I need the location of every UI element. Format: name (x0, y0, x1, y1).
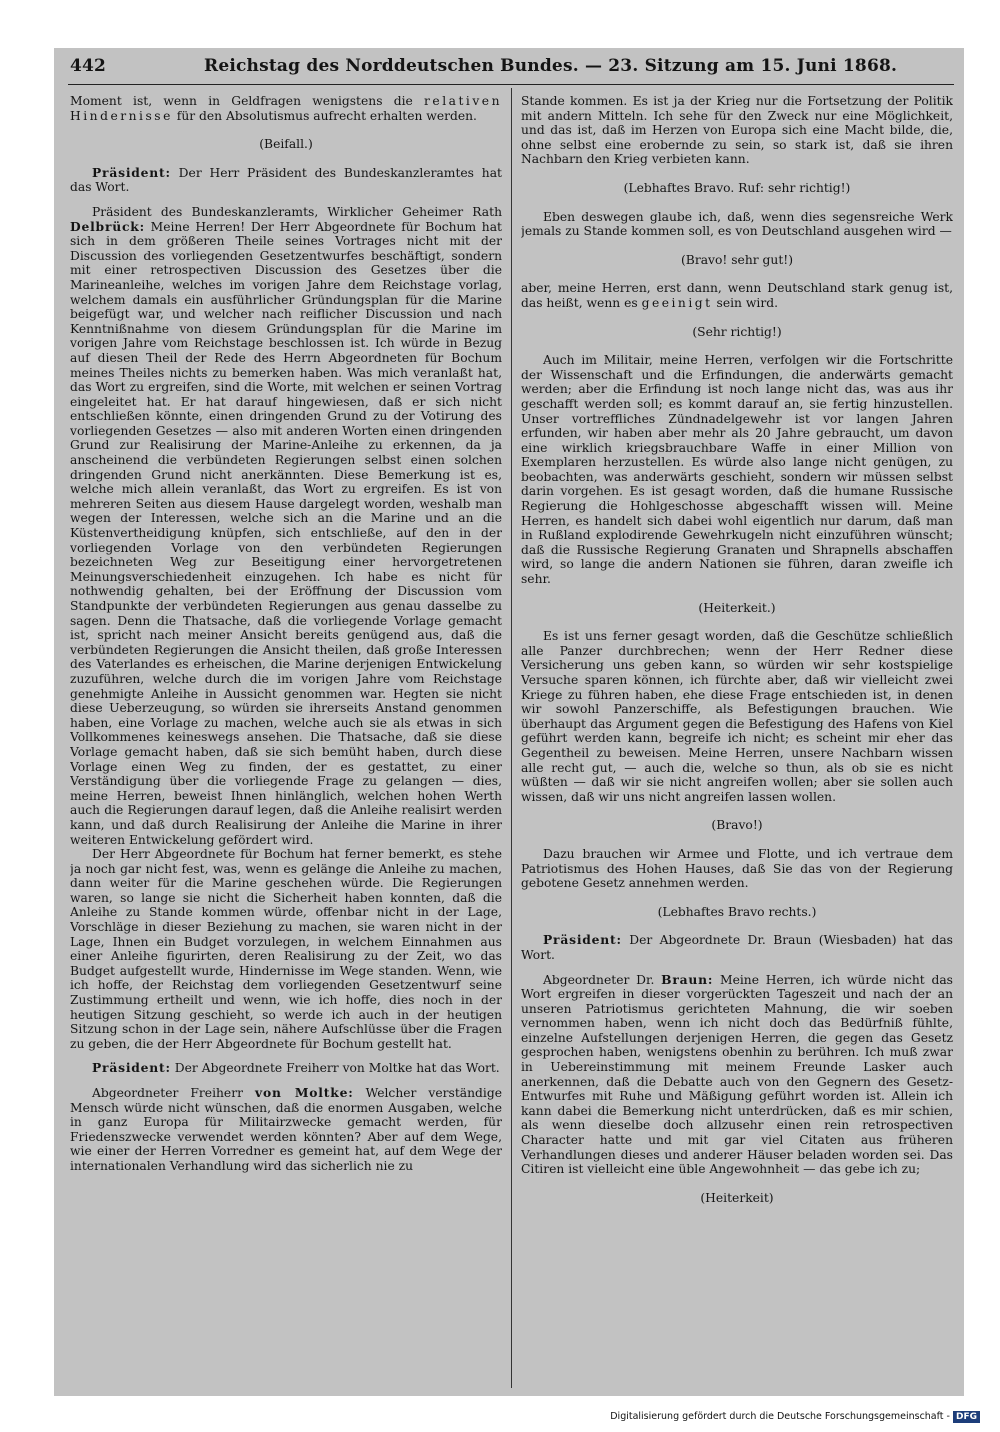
spaced-emphasis: geeinigt (641, 295, 713, 310)
reaction: (Heiterkeit) (700, 1190, 774, 1205)
speaker-name: Präsident: (92, 164, 171, 180)
paragraph (70, 94, 502, 123)
page-header (54, 54, 964, 80)
text-run: für den Absolutismus aufrecht erhalten werden. (172, 108, 477, 123)
text-run: Präsident des Bundeskanzleramts, Wirklicher Geheimer Rath (92, 204, 502, 219)
reaction: (Beifall.) (259, 137, 313, 152)
paragraph: Eben deswegen glaube ich, daß, wenn dies segensreiche Werk jemals zu Stande kommen soll, es von Deutschland ausgehen wird — (521, 209, 953, 239)
reaction: (Bravo!) (711, 818, 763, 833)
footer-credit (610, 1411, 980, 1423)
reaction: (Bravo! sehr gut!) (680, 252, 793, 267)
reaction: (Heiterkeit.) (698, 600, 776, 615)
paragraph (521, 281, 953, 310)
text-run: Meine Herren! Der Herr Abgeordnete für Bochum hat sich in dem größeren Theile seines Vortrages nicht mit der Discussion des vorliegenden Gesetzentwurfes beschäftigt, sondern mit einer retrospectiven Discussion des Gesetzes über die Marineanleihe, welches im vorigen Jahre dem Reichstage vorlag, welchem damals ein ausführlicher Gründungsplan für die Marine beigefügt war, und welcher nach reiflicher Discussion und nach Kenntnißnahme von diesem Gründungsplan für die Marine im vorigen Jahre vom Reichstage beschlossen ist. Ich würde in Bezug auf diesen Theil der Rede des Herrn Abgeordneten für Bochum meines Theiles nichts zu bemerken haben. Was mich veranlaßt hat, das Wort zu ergreifen, sind die Worte, mit welchen er seinen Vortrag eingeleitet hat. Er hat darauf hingewiesen, daß er sich nicht entschließen könnte, einen dringenden Grund zu der Votirung des vorliegenden Gesetzes — also mit anderen Worten einen dringenden Grund zur Realisirung der Marine-Anleihe zu erkennen, da ja anscheinend die verbündeten Regierungen selbst einen solchen dringenden Grund nicht anerkännten. Diese Bemerkung ist es, welche mich allein veranlaßt, das Wort zu ergreifen. Es ist von mehreren Seiten aus diesem Hause dargelegt worden, weshalb man wegen der Interessen, welche sich an die Marine und an die Küstenvertheidigung knüpfen, sich entschließe, auf den in der vorliegenden Vorlage von den verbündeten Regierungen bezeichneten Weg zur Beseitigung einer hervorgetretenen Meinungsverschiedenheit einzugehen. Ich habe es nicht für nothwendig gehalten, bei der Eröffnung der Discussion vom Standpunkte der verbündeten Regierungen aus genau dasselbe zu sagen. Denn die Thatsache, daß die vorliegende Vorlage gemacht ist, spricht nach meiner Ansicht bereits genügend aus, daß die verbündeten Regierungen die Ansicht theilen, daß große Interessen des Vaterlandes es erheischen, die Marine derjenigen Entwickelung zuzuführen, welche durch die im vorigen Jahre vom Reichstage genehmigte Anleihe in Aussicht genommen war. Hegten sie nicht diese Ueberzeugung, so würden sie ihrerseits Anstand genommen haben, eine Vorlage zu machen, welche auch sie als etwas in sich Vollkommenes keineswegs ansehen. Die Thatsache, daß sie diese Vorlage gemacht haben, daß sie sich bemüht haben, durch diese Vorlage einen Weg zu finden, der es gestattet, zu einer Verständigung über die vorliegende Frage zu gelangen — dies, meine Herren, beweist Ihnen hinlänglich, welchen hohen Werth auch die Regierungen darauf legen, daß die Anleihe realisirt werden kann, und daß durch Realisirung der Anleihe die Marine in ihrer weiteren Entwickelung gefördert wird. (70, 219, 502, 847)
paragraph (521, 933, 953, 962)
reaction: (Lebhaftes Bravo rechts.) (657, 904, 817, 919)
running-title: Reichstag des Norddeutschen Bundes. — 23. Sitzung am 15. Juni 1868. (204, 56, 898, 76)
paragraph: Auch im Militair, meine Herren, verfolgen wir die Fortschritte der Wissenschaft und die Erfindungen, die anderwärts gemacht werden; aber die Erfindung ist noch lange nicht das, was aus ihr geschafft werden soll; es kommt darauf an, sie fertig hinzustellen. Unser vortreffliches Zündnadelgewehr ist vor langen Jahren erfunden, wir haben aber mehr als 20 Jahre gebraucht, um davon eine wirklich kriegsbrauchbare Waffe in einer Million von Exemplaren herzustellen. Es würde also lange nicht genügen, zu beobachten, was anderwärts geschieht, sondern wir müssen selbst darin vorgehen. Es ist gesagt worden, daß die humane Russische Regierung die Hohlgeschosse abgeschafft wissen will. Meine Herren, es handelt sich dabei wohl eigentlich nur darum, daß man in Rußland explodirende Gewehrkugeln nicht einzuführen wünscht; daß die Russische Regierung Granaten und Shrapnells abschaffen wird, so lange die andern Nationen sie führen, daran zweifle ich sehr. (521, 353, 953, 587)
spaced-emphasis: relativen Hindernisse (70, 94, 502, 123)
speaker-name: Präsident: (92, 1060, 171, 1076)
column-divider (511, 88, 512, 1388)
left-column (70, 94, 502, 1384)
reaction: (Sehr richtig!) (692, 324, 782, 339)
paragraph: Dazu brauchen wir Armee und Flotte, und ich vertraue dem Patriotismus des Hohen Hauses, daß Sie das von der Regierung gebotene Gesetz annehmen werden. (521, 846, 953, 891)
text-run: sein wird. (712, 295, 778, 310)
text-run: Der Herr Präsident des Bundeskanzleramtes hat das Wort. (70, 165, 502, 195)
paragraph: Es ist uns ferner gesagt worden, daß die Geschütze schließlich alle Panzer durchbrechen; wenn der Herr Redner diese Versicherung uns geben kann, so würden wir sehr kostspielige Versuche sparen können, ich fürchte aber, daß wir vielleicht zwei Kriege zu führen haben, ehe diese Frage entschieden ist, in denen wir sowohl Panzerschiffe, als Befestigungen brauchen. Wie überhaupt das Argument gegen die Befestigung des Hafens von Kiel geführt werden kann, begreife ich nicht; es scheint mir eher das Gegentheil zu beweisen. Meine Herren, unsere Nachbarn wissen alle recht gut, — auch die, welche so thun, als ob sie es nicht wüßten — daß wir sie nicht angreifen wollen; aber sie sollen auch wissen, daß wir uns nicht angreifen lassen wollen. (521, 629, 953, 804)
text-run: aber, meine Herren, erst dann, wenn Deutschland stark genug ist, das heißt, wenn es (521, 281, 953, 310)
right-column (521, 94, 953, 1384)
text-run: Moment ist, wenn in Geldfragen wenigstens die (70, 94, 425, 108)
paragraph (70, 1061, 502, 1076)
speaker-name: von Moltke: (255, 1085, 354, 1100)
speaker-name: Braun: (661, 971, 714, 987)
page-number: 442 (70, 56, 107, 76)
text-run: Der Abgeordnete Dr. Braun (Wiesbaden) hat das Wort. (521, 933, 953, 962)
paragraph: Der Herr Abgeordnete für Bochum hat ferner bemerkt, es stehe ja noch gar nicht fest, was, wenn es gelänge die Anleihe zu machen, dann weiter für die Marine geschehen würde. Die Regierungen waren, so lange sie nicht die Sicherheit haben konnten, daß die Anleihe zu Stande kommen würde, offenbar nicht in der Lage, Vorschläge in dieser Beziehung zu machen, sie waren nicht in der Lage, Ihnen ein Budget vorzulegen, in welchem Einnahmen aus einer Anleihe figurirten, deren Realisirung zu der Zeit, wo das Budget aufgestellt wurde, Hindernisse im Wege standen. Wenn, wie ich hoffe, der Reichstag dem vorliegenden Gesetzentwurf seine Zustimmung ertheilt und wenn, wie ich hoffe, dies noch in der heutigen Sitzung geschieht, so werde ich auch in der heutigen Sitzung schon in der Lage sein, nähere Aufschlüsse über die Fragen zu geben, die der Herr Abgeordnete für Bochum gestellt hat. (70, 847, 502, 1051)
text-run: Abgeordneter Dr. (543, 972, 662, 987)
text-run: Der Abgeordnete Freiherr von Moltke hat das Wort. (170, 1061, 500, 1076)
header-rule (68, 84, 954, 85)
document-page (54, 48, 964, 1396)
text-run: Meine Herren, ich würde nicht das Wort ergreifen in dieser vorgerückten Tageszeit und nach der an unseren Patriotismus gerichteten Mahnung, die wir soeben vernommen haben, wenn ich nicht doch das Bedürfniß fühlte, einzelne Aufstellungen derjenigen Herren, die gegen das Gesetz gesprochen haben, wenigstens obenhin zu berühren. Ich muß zwar in Uebereinstimmung mit meinem Freunde Lasker auch anerkennen, daß die Debatte auch von den Gegnern des Gesetz-Entwurfes mit Ruhe und Mäßigung geführt worden ist. Allein ich kann dabei die Bemerkung nicht unterdrücken, daß es mir schien, als wenn dieselbe doch allzusehr einen rein retrospectiven Character hatte und mit gar viel Citaten aus früheren Verhandlungen dieses und anderer Häuser beladen worden sei. Das Citiren ist vielleicht eine üble Angewohnheit — das gebe ich zu; (521, 972, 953, 1177)
reaction: (Lebhaftes Bravo. Ruf: sehr richtig!) (623, 180, 851, 195)
text-run: Welcher verständige Mensch würde nicht wünschen, daß die enormen Ausgaben, welche in ganz Europa für Militairzwecke gemacht werden, für Friedenszwecke verwendet werden könnten? Aber auf dem Wege, wie einer der Herren Vorredner es gemeint hat, auf dem Wege der internationalen Verhandlung wird das sicherlich nie zu (70, 1086, 502, 1173)
paragraph (70, 1086, 502, 1174)
paragraph (70, 205, 502, 847)
dfg-logo: DFG (953, 1411, 980, 1423)
speaker-name: Delbrück: (70, 218, 145, 234)
paragraph (521, 973, 953, 1177)
paragraph (70, 166, 502, 195)
footer-text: Digitalisierung gefördert durch die Deutsche Forschungsgemeinschaft - (610, 1411, 950, 1422)
text-run: Abgeordneter Freiherr (92, 1086, 255, 1100)
speaker-name: Präsident: (543, 932, 622, 948)
paragraph: Stande kommen. Es ist ja der Krieg nur die Fortsetzung der Politik mit andern Mitteln. Ich sehe für den Zweck nur eine Möglichkeit, und das ist, daß im Herzen von Europa sich eine Macht bilde, die, ohne selbst eine erobernde zu sein, so stark ist, daß sie ihren Nachbarn den Krieg verbieten kann. (521, 94, 953, 167)
